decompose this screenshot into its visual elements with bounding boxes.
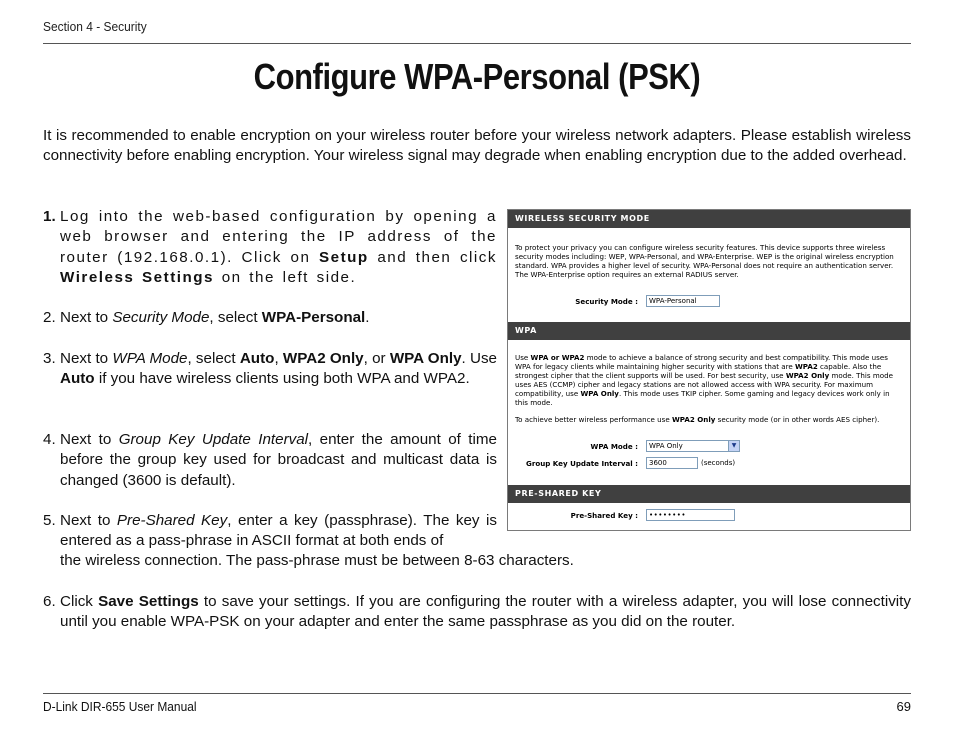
section-label: Section 4 - Security (43, 19, 147, 34)
wireless-security-mode-heading: WIRELESS SECURITY MODE (508, 210, 910, 228)
header-rule (43, 43, 911, 44)
wpa-performance-note: To achieve better wireless performance use WPA2 Only security mode (or in other words AES cipher). (515, 415, 880, 424)
step-number: 6. (43, 593, 56, 610)
security-mode-select[interactable]: WPA-Personal (646, 295, 720, 307)
step-number: 1. (43, 208, 56, 225)
step-text: Next to WPA Mode, select Auto, WPA2 Only, or WPA Only. Use Auto if you have wireless clients using both WPA and WPA2. (60, 350, 497, 388)
step-1 (43, 207, 497, 288)
wpa-description: Use WPA or WPA2 mode to achieve a balance of strong security and best compatibility. This mode uses WPA for legacy clients while maintaining higher security with stations that are WPA2 capable. Also the strongest cipher that the client supports will be used. For best security, use WPA2 Only mode. This mode uses AES (CCMP) cipher and legacy stations are not allowed access with WPA security. For maximum compatibility, use WPA Only. This mode uses TKIP cipher. Some gaming and legacy devices work only in this mode. (515, 353, 893, 407)
chevron-down-icon[interactable]: ▼ (728, 441, 739, 451)
step-4 (43, 430, 497, 491)
group-key-interval-input[interactable]: 3600 (646, 457, 698, 469)
step-5 (43, 511, 497, 552)
router-settings-screenshot (507, 209, 911, 531)
seconds-unit: (seconds) (701, 459, 736, 467)
page-title: Configure WPA-Personal (PSK) (253, 56, 701, 97)
pre-shared-key-input[interactable]: •••••••• (646, 509, 735, 521)
step-number: 2. (43, 309, 56, 326)
step-3 (43, 349, 497, 390)
step-5-continuation: the wireless connection. The pass-phrase must be between 8-63 characters. (60, 552, 574, 569)
wpa-mode-row (508, 440, 910, 454)
pre-shared-key-row (508, 509, 910, 523)
step-number: 5. (43, 512, 56, 529)
security-mode-row (508, 295, 910, 309)
page-number: 69 (896, 699, 911, 714)
wpa-heading: WPA (508, 322, 910, 340)
wpa-mode-label: WPA Mode : (590, 442, 638, 451)
step-text: Next to Security Mode, select WPA-Personal. (60, 309, 370, 326)
intro-paragraph: It is recommended to enable encryption on your wireless router before your wireless network adapters. Please establish wireless connectivity before enabling encryption. Your wireless signal may degrade when enabling encryption due to the added overhead. (43, 127, 911, 165)
step-6 (43, 592, 911, 633)
group-key-label: Group Key Update Interval : (526, 459, 638, 468)
wpa-mode-select[interactable]: WPA Only ▼ (646, 440, 740, 452)
step-2 (43, 308, 497, 328)
pre-shared-key-heading: PRE-SHARED KEY (508, 485, 910, 503)
group-key-row (508, 457, 910, 471)
step-text: Click Save Settings to save your settings. If you are configuring the router with a wireless adapter, you will lose connectivity until you enable WPA-PSK on your adapter and enter the same passphrase as you did on the router. (60, 593, 911, 631)
pre-shared-key-label: Pre-Shared Key : (570, 511, 638, 520)
step-text: Next to Pre-Shared Key, enter a key (passphrase). The key is entered as a pass-phrase in ASCII format at both ends of (60, 512, 497, 550)
security-mode-label: Security Mode : (575, 297, 638, 306)
step-text: Next to Group Key Update Interval, enter the amount of time before the group key used for broadcast and multicast data is changed (3600 is default). (60, 431, 497, 489)
step-number: 3. (43, 350, 56, 367)
footer-rule (43, 693, 911, 694)
footer-manual-name: D-Link DIR-655 User Manual (43, 699, 197, 714)
step-number: 4. (43, 431, 56, 448)
wireless-security-description: To protect your privacy you can configure wireless security features. This device supports three wireless security modes including: WEP, WPA-Personal, and WPA-Enterprise. WEP is the original wireless encryption standard. WPA provides a higher level of security. WPA-Personal does not require an authentication server. The WPA-Enterprise option requires an external RADIUS server. (515, 243, 894, 279)
step-text: Log into the web-based configuration by opening a web browser and entering the IP address of the router (192.168.0.1). Click on Setup and then click Wireless Settings on the left side. (60, 208, 497, 286)
